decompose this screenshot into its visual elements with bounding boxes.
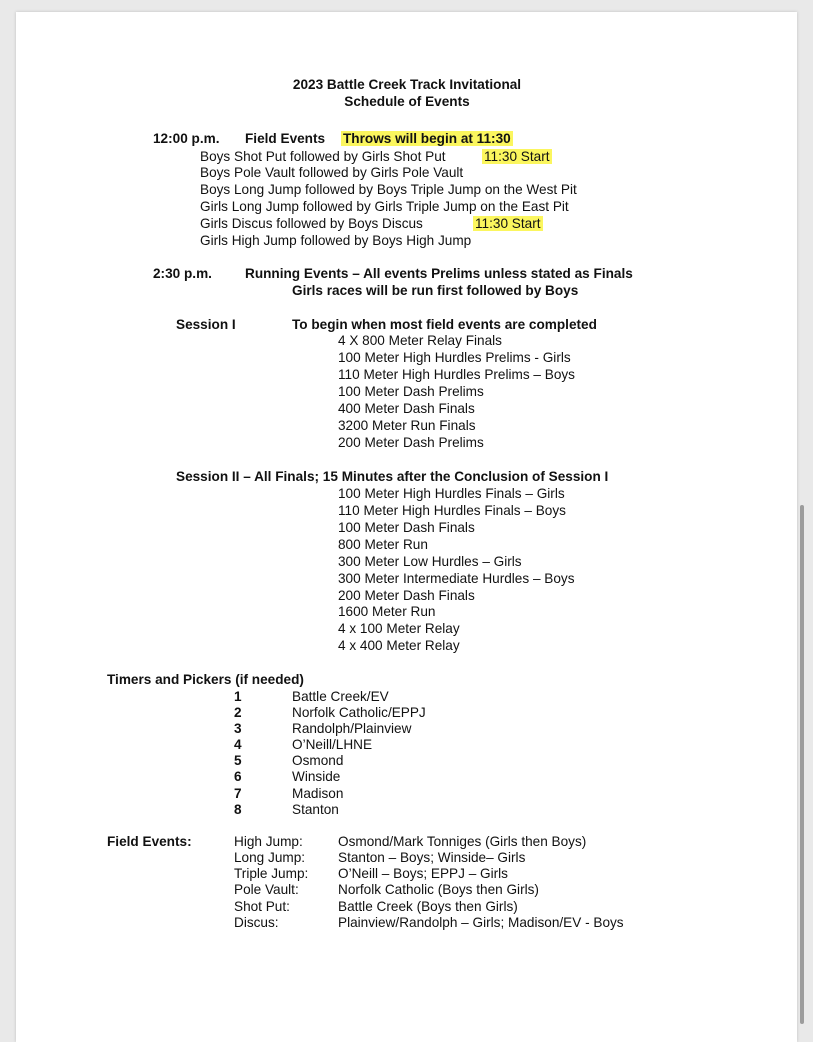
field-events-heading: Field Events bbox=[245, 131, 326, 146]
timer-team: Battle Creek/EV bbox=[292, 689, 389, 704]
session-1-heading: To begin when most field events are completed bbox=[292, 317, 597, 332]
field-assign-teams: Osmond/Mark Tonniges (Girls then Boys) bbox=[338, 834, 587, 849]
timer-number: 2 bbox=[234, 705, 242, 720]
session-2-event: 100 Meter Dash Finals bbox=[338, 520, 475, 535]
session-2-event: 1600 Meter Run bbox=[338, 604, 436, 619]
field-event-item: Girls High Jump followed by Boys High Jump bbox=[200, 233, 472, 248]
session-1-label: Session I bbox=[176, 317, 236, 332]
session-2-event: 4 x 100 Meter Relay bbox=[338, 621, 460, 636]
session-2-event: 300 Meter Low Hurdles – Girls bbox=[338, 554, 522, 569]
throws-notice-text: Throws will begin at 11:30 bbox=[343, 131, 511, 146]
running-events-subheading: Girls races will be run first followed by Boys bbox=[292, 283, 579, 298]
timers-heading: Timers and Pickers (if needed) bbox=[107, 672, 304, 687]
session-1-event: 110 Meter High Hurdles Prelims – Boys bbox=[338, 367, 575, 382]
timer-team: Norfolk Catholic/EPPJ bbox=[292, 705, 426, 720]
field-assign-teams: Norfolk Catholic (Boys then Girls) bbox=[338, 882, 539, 897]
session-2-event: 300 Meter Intermediate Hurdles – Boys bbox=[338, 571, 575, 586]
field-events-time: 12:00 p.m. bbox=[153, 131, 220, 146]
field-event-item: Boys Shot Put followed by Girls Shot Put bbox=[200, 149, 446, 164]
session-2-heading: Session II – All Finals; 15 Minutes after the Conclusion of Session I bbox=[176, 469, 609, 484]
timer-number: 1 bbox=[234, 689, 242, 704]
timer-team: O’Neill/LHNE bbox=[292, 737, 373, 752]
document-subtitle: Schedule of Events bbox=[344, 94, 470, 109]
field-assign-event: Pole Vault: bbox=[234, 882, 299, 897]
session-2-event: 800 Meter Run bbox=[338, 537, 428, 552]
start-time-note: 11:30 Start bbox=[475, 216, 541, 231]
field-assign-event: Long Jump: bbox=[234, 850, 306, 865]
timer-number: 7 bbox=[234, 786, 242, 801]
timer-team: Stanton bbox=[292, 802, 339, 817]
start-time-note: 11:30 Start bbox=[484, 149, 550, 164]
field-assign-event: Discus: bbox=[234, 915, 279, 930]
timer-number: 4 bbox=[234, 737, 242, 752]
field-assign-event: Triple Jump: bbox=[234, 866, 309, 881]
session-1-event: 200 Meter Dash Prelims bbox=[338, 435, 484, 450]
field-event-item: Boys Pole Vault followed by Girls Pole Vault bbox=[200, 165, 464, 180]
running-events-time: 2:30 p.m. bbox=[153, 266, 212, 281]
session-1-event: 400 Meter Dash Finals bbox=[338, 401, 475, 416]
session-1-event: 3200 Meter Run Finals bbox=[338, 418, 476, 433]
session-2-event: 200 Meter Dash Finals bbox=[338, 588, 475, 603]
session-1-event: 100 Meter High Hurdles Prelims - Girls bbox=[338, 350, 571, 365]
field-assign-event: High Jump: bbox=[234, 834, 303, 849]
document-title: 2023 Battle Creek Track Invitational bbox=[292, 77, 522, 92]
session-1-event: 4 X 800 Meter Relay Finals bbox=[338, 333, 502, 348]
timer-team: Osmond bbox=[292, 753, 344, 768]
timer-team: Randolph/Plainview bbox=[292, 721, 412, 736]
timer-number: 5 bbox=[234, 753, 242, 768]
field-assign-teams: O’Neill – Boys; EPPJ – Girls bbox=[338, 866, 508, 881]
throws-notice bbox=[341, 131, 513, 147]
session-1-event: 100 Meter Dash Prelims bbox=[338, 384, 484, 399]
field-event-item: Boys Long Jump followed by Boys Triple Jump on the West Pit bbox=[200, 182, 577, 197]
field-assign-teams: Battle Creek (Boys then Girls) bbox=[338, 899, 518, 914]
field-event-item: Girls Discus followed by Boys Discus bbox=[200, 216, 423, 231]
session-2-event: 4 x 400 Meter Relay bbox=[338, 638, 460, 653]
timer-number: 8 bbox=[234, 802, 242, 817]
field-assign-teams: Plainview/Randolph – Girls; Madison/EV - Boys bbox=[338, 915, 624, 930]
field-assign-teams: Stanton – Boys; Winside– Girls bbox=[338, 850, 526, 865]
running-events-heading: Running Events – All events Prelims unless stated as Finals bbox=[245, 266, 633, 281]
vertical-scrollbar[interactable] bbox=[800, 505, 804, 1024]
session-2-event: 100 Meter High Hurdles Finals – Girls bbox=[338, 486, 565, 501]
timer-team: Winside bbox=[292, 769, 341, 784]
field-assign-heading: Field Events: bbox=[107, 834, 192, 849]
field-event-item: Girls Long Jump followed by Girls Triple Jump on the East Pit bbox=[200, 199, 569, 214]
timer-team: Madison bbox=[292, 786, 344, 801]
session-2-event: 110 Meter High Hurdles Finals – Boys bbox=[338, 503, 566, 518]
timer-number: 6 bbox=[234, 769, 242, 784]
timer-number: 3 bbox=[234, 721, 242, 736]
field-assign-event: Shot Put: bbox=[234, 899, 290, 914]
